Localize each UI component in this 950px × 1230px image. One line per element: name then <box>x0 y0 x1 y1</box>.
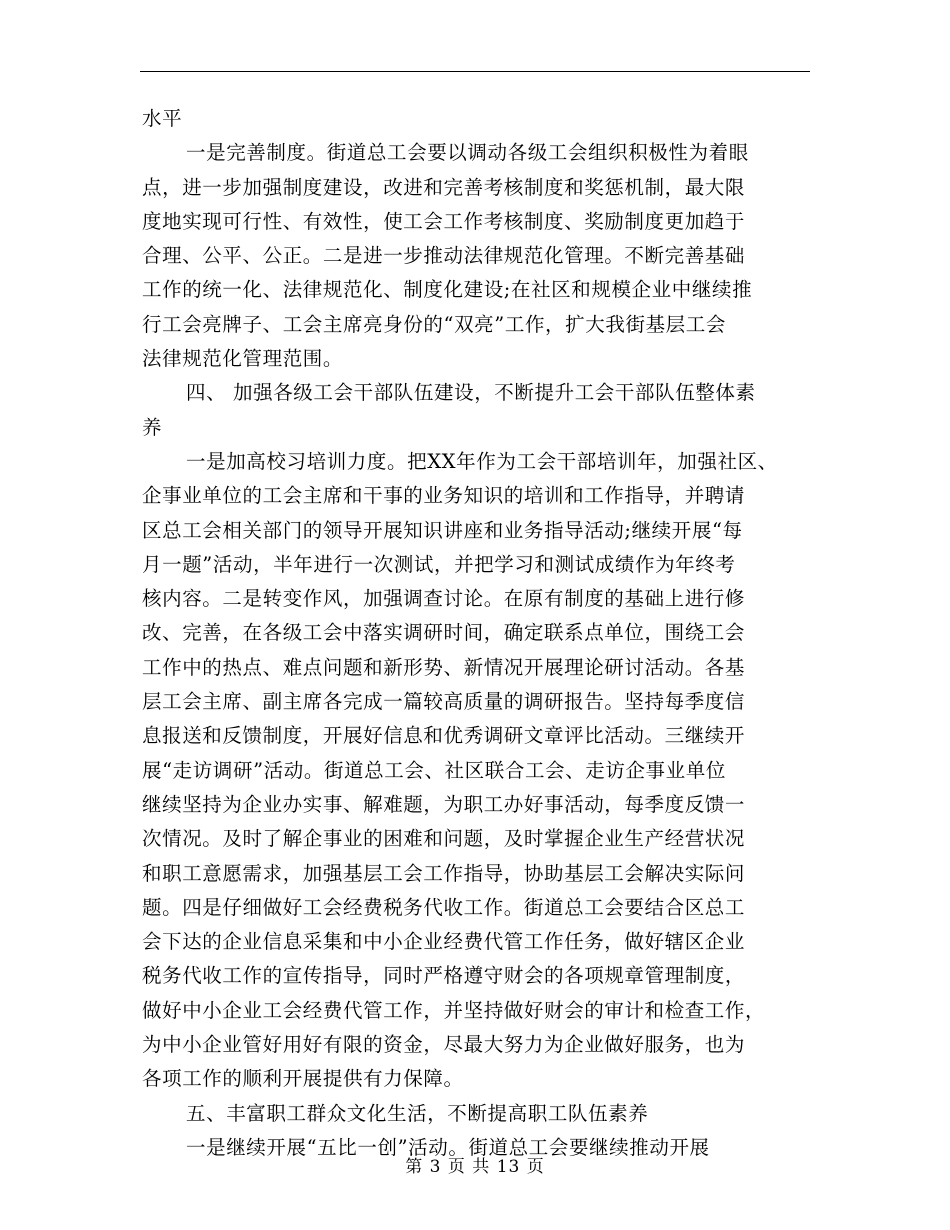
text-line: 区总工会相关部门的领导开展知识讲座和业务指导活动;继续开展“每 <box>142 518 743 542</box>
text-line: 题。四是仔细做好工会经费税务代收工作。街道总工会要结合区总工 <box>142 895 746 919</box>
text-line: 四、 加强各级工会干部队伍建设，不断提升工会干部队伍整体素 <box>186 381 756 405</box>
text-line: 次情况。及时了解企事业的困难和问题，及时掌握企业生产经营状况 <box>142 827 746 851</box>
text-line: 月一题”活动，半年进行一次测试，并把学习和测试成绩作为年终考 <box>142 552 736 576</box>
text-line: 继续坚持为企业办实事、解难题，为职工办好事活动，每季度反馈一 <box>142 792 746 816</box>
text-line: 做好中小企业工会经费代管工作，并坚持做好财会的审计和检查工作， <box>142 998 766 1022</box>
text-line: 工作中的热点、难点问题和新形势、新情况开展理论研讨活动。各基 <box>142 655 746 679</box>
text-line: 和职工意愿需求，加强基层工会工作指导，协助基层工会解决实际问 <box>142 861 746 885</box>
text-line: 层工会主席、副主席各完成一篇较高质量的调研报告。坚持每季度信 <box>142 690 746 714</box>
text-line: 水平 <box>142 107 183 130</box>
page-number: 第 3 页 共 13 页 <box>405 1157 545 1177</box>
text-line: 核内容。二是转变作风，加强调查讨论。在原有制度的基础上进行修 <box>142 587 746 611</box>
text-line: 一是继续开展“五比一创”活动。街道总工会要继续推动开展 <box>186 1135 710 1159</box>
text-line: 息报送和反馈制度，开展好信息和优秀调研文章评比活动。三继续开 <box>142 724 746 748</box>
text-line: 改、完善，在各级工会中落实调研时间，确定联系点单位，围绕工会 <box>142 621 746 645</box>
text-line: 企事业单位的工会主席和干事的业务知识的培训和工作指导，并聘请 <box>142 484 746 508</box>
text-line: 税务代收工作的宣传指导，同时严格遵守财会的各项规章管理制度， <box>142 964 746 988</box>
text-line: 养 <box>142 415 163 439</box>
text-line: 为中小企业管好用好有限的资金，尽最大努力为企业做好服务，也为 <box>142 1033 746 1057</box>
header-rule <box>140 71 810 72</box>
text-line: 度地实现可行性、有效性，使工会工作考核制度、奖励制度更加趋于 <box>142 209 746 233</box>
text-line: 一是加高校习培训力度。把XX年作为工会干部培训年，加强社区、 <box>186 449 778 473</box>
text-line: 法律规范化管理范围。 <box>142 347 344 371</box>
text-line: 工作的统一化、法律规范化、制度化建设;在社区和规模企业中继续推 <box>142 278 753 302</box>
text-line: 五、丰富职工群众文化生活，不断提高职工队伍素养 <box>186 1101 649 1125</box>
text-line: 行工会亮牌子、工会主席亮身份的“双亮”工作，扩大我街基层工会 <box>142 312 726 336</box>
text-line: 展“走访调研”活动。街道总工会、社区联合工会、走访企事业单位 <box>142 758 726 782</box>
text-line: 合理、公平、公正。二是进一步推动法律规范化管理。不断完善基础 <box>142 244 746 268</box>
document-body <box>142 102 842 1165</box>
text-line: 点，进一步加强制度建设，改进和完善考核制度和奖惩机制，最大限 <box>142 175 746 199</box>
text-line: 一是完善制度。街道总工会要以调动各级工会组织积极性为着眼 <box>186 141 749 165</box>
text-line: 各项工作的顺利开展提供有力保障。 <box>142 1067 464 1091</box>
text-line: 会下达的企业信息采集和中小企业经费代管工作任务，做好辖区企业 <box>142 930 746 954</box>
